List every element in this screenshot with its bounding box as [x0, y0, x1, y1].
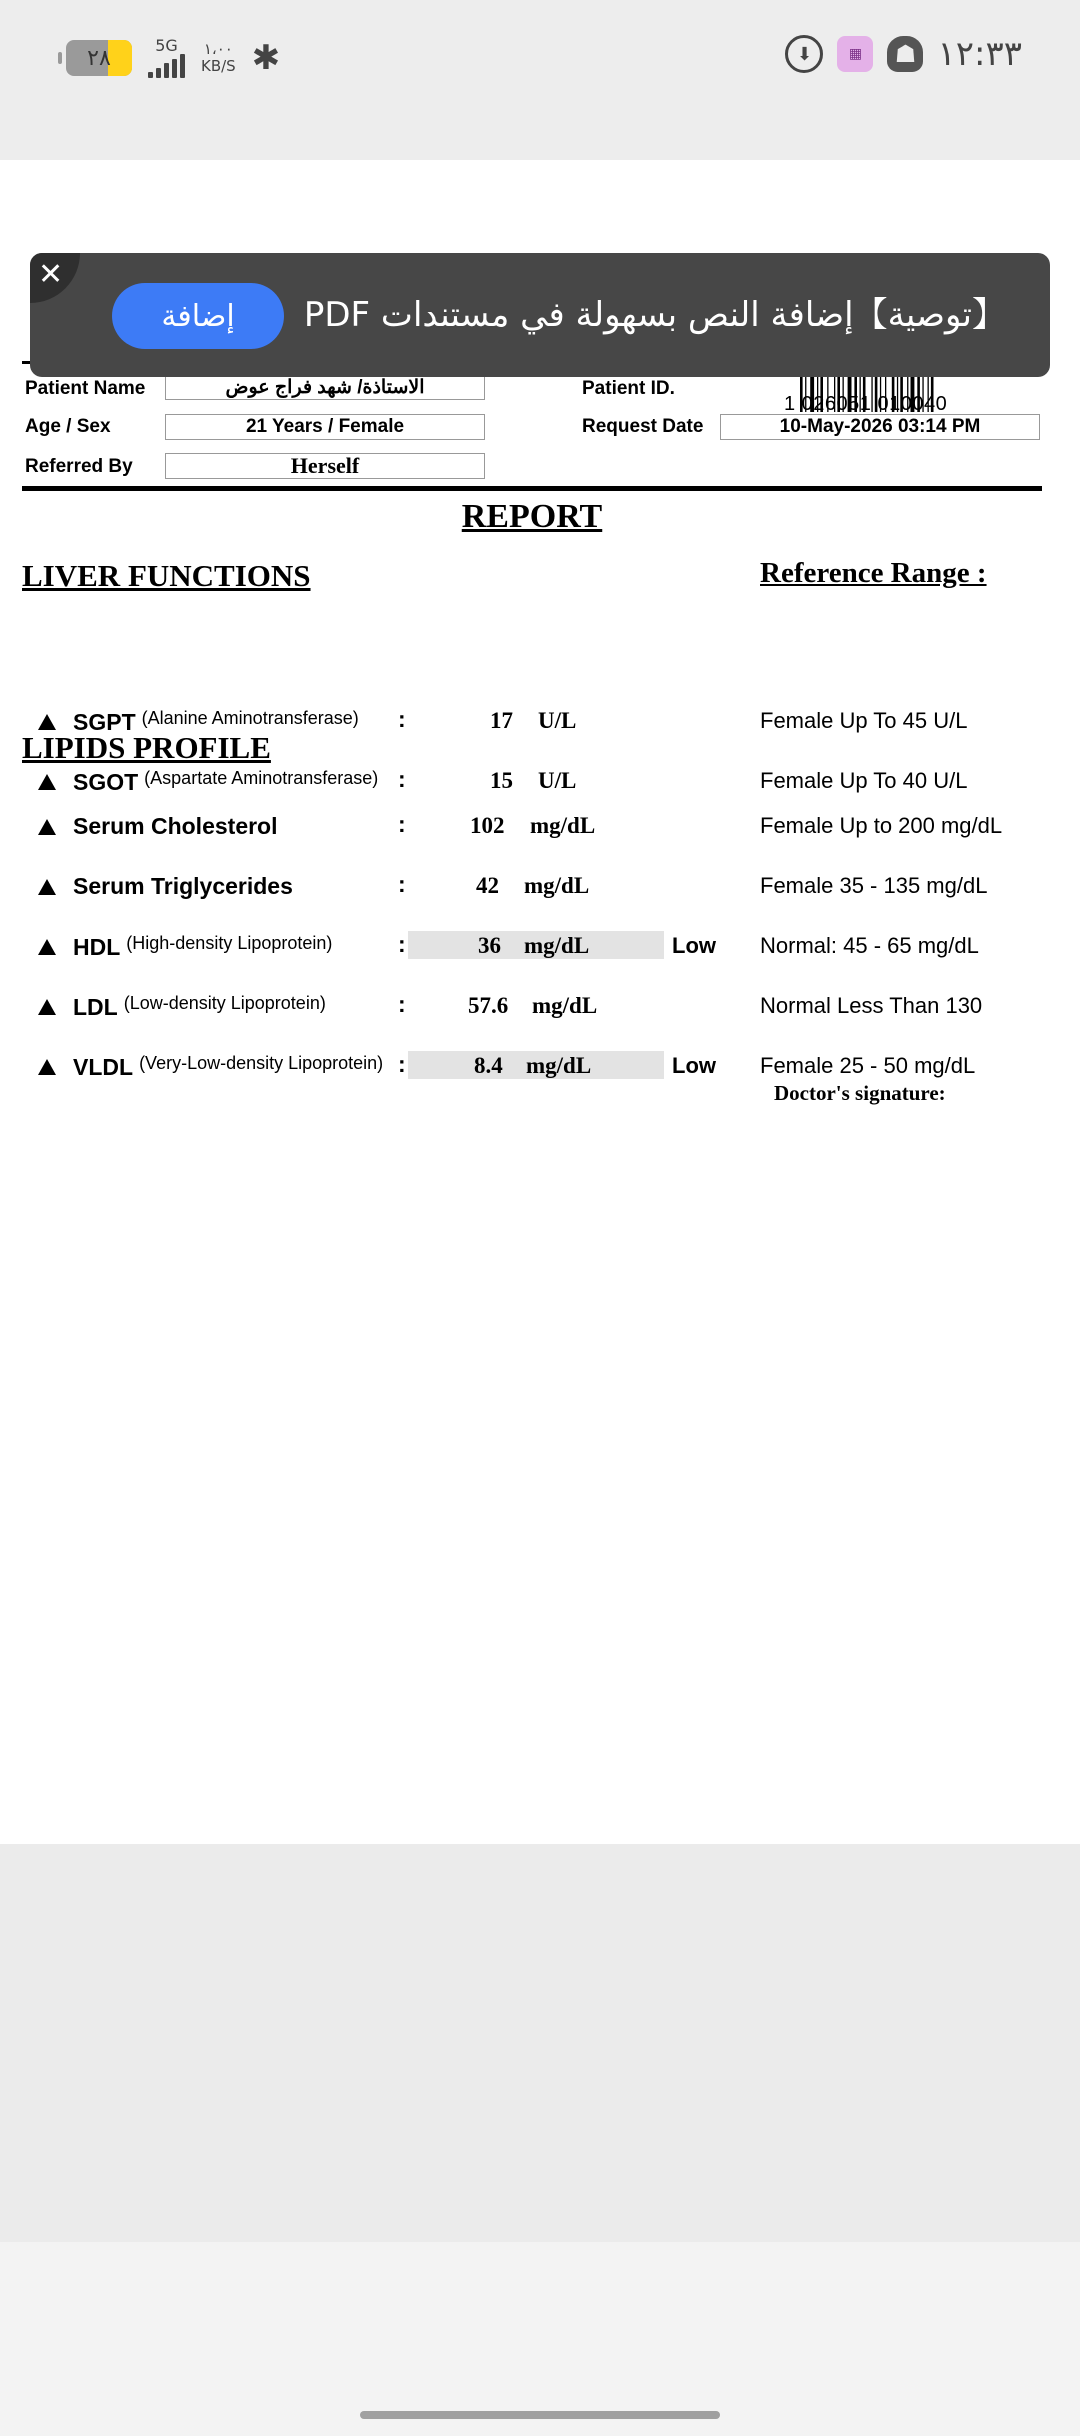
test-name [73, 1053, 383, 1081]
report-title: REPORT [461, 498, 603, 535]
referred-by-field: Herself [165, 453, 485, 479]
test-row [0, 991, 1080, 1031]
battery-fill [108, 40, 132, 76]
test-flag: Low [672, 1053, 716, 1078]
status-bar [0, 0, 1080, 160]
viewer-background [0, 1844, 1080, 2242]
speed-value: ١،٠٠ [203, 40, 233, 58]
patient-name-field: الاستاذة/ شهد فراج عوض [165, 374, 485, 400]
test-value: 102 [470, 813, 505, 838]
test-row [0, 931, 1080, 971]
test-name [73, 768, 378, 796]
test-value: 17 [490, 708, 513, 733]
report-document [0, 160, 1080, 1844]
triangle-bullet-icon [38, 1059, 56, 1075]
colon-separator: : [398, 1051, 406, 1077]
test-detail: (Alanine Aminotransferase) [141, 708, 359, 728]
status-right [785, 34, 1022, 74]
test-detail: (Very-Low-density Lipoprotein) [139, 1053, 384, 1073]
age-sex-label: Age / Sex [25, 416, 111, 437]
network-speed [201, 41, 236, 75]
reference-range: Female Up To 40 U/L [760, 768, 968, 793]
triangle-bullet-icon [38, 999, 56, 1015]
reference-range: Female Up To 45 U/L [760, 708, 968, 733]
triangle-bullet-icon [38, 774, 56, 790]
colon-separator: : [398, 931, 406, 957]
test-name [73, 933, 332, 961]
signal-icon [148, 54, 185, 78]
barcode-number: 1 026051 010040 [784, 393, 948, 415]
test-unit: U/L [538, 768, 577, 793]
test-value: 8.4 [474, 1053, 503, 1078]
network-type: 5G [155, 36, 178, 55]
colon-separator: : [398, 991, 406, 1017]
test-name [73, 873, 293, 900]
test-name-text: Serum Cholesterol [73, 813, 278, 839]
status-left [58, 38, 280, 78]
test-value: 42 [476, 873, 499, 898]
battery-icon [66, 40, 132, 76]
test-flag: Low [672, 933, 716, 958]
snapchat-ghost-icon: ☗ [887, 36, 923, 72]
banner-text: 【توصية】إضافة النص بسهولة في مستندات PDF [303, 295, 1006, 335]
triangle-bullet-icon [38, 714, 56, 730]
patient-name-label: Patient Name [25, 378, 146, 399]
test-name-text: LDL [73, 994, 118, 1020]
reference-range-header: Reference Range : [760, 557, 987, 589]
bottom-area [0, 2242, 1080, 2436]
status-time: ١٢:٣٣ [937, 34, 1022, 74]
section-title: LIVER FUNCTIONS [22, 558, 311, 593]
test-row [0, 811, 1080, 851]
network-indicator [148, 38, 185, 78]
test-detail: (Low-density Lipoprotein) [123, 993, 326, 1013]
test-unit: mg/dL [526, 1053, 592, 1078]
test-name [73, 813, 278, 840]
download-icon: ⬇ [785, 35, 823, 73]
test-unit: mg/dL [524, 873, 590, 898]
test-unit: mg/dL [530, 813, 596, 838]
triangle-bullet-icon [38, 819, 56, 835]
test-name [73, 993, 326, 1021]
test-value: 57.6 [468, 993, 509, 1018]
bluetooth-icon: ✱ [251, 38, 281, 78]
colon-separator: : [398, 706, 406, 732]
colon-separator: : [398, 871, 406, 897]
age-sex-field: 21 Years / Female [165, 414, 485, 440]
triangle-bullet-icon [38, 879, 56, 895]
speed-unit: KB/S [201, 57, 236, 75]
colon-separator: : [398, 766, 406, 792]
reference-range: Female 25 - 50 mg/dL [760, 1053, 976, 1078]
test-unit: mg/dL [532, 993, 598, 1018]
test-value: 36 [478, 933, 501, 958]
close-banner-button[interactable] [30, 253, 80, 303]
battery-tip [58, 52, 62, 64]
battery-text: ٢٨ [87, 45, 111, 71]
test-unit: mg/dL [524, 933, 590, 958]
request-date-field: 10-May-2026 03:14 PM [720, 414, 1040, 440]
triangle-bullet-icon [38, 939, 56, 955]
home-indicator[interactable] [360, 2411, 720, 2419]
test-name-text: SGPT [73, 709, 136, 735]
test-detail: (High-density Lipoprotein) [126, 933, 333, 953]
doctor-signature-label: Doctor's signature: [774, 1081, 946, 1105]
referred-by-label: Referred By [25, 456, 133, 477]
pdf-page[interactable] [0, 160, 1080, 1844]
test-unit: U/L [538, 708, 577, 733]
request-date-label: Request Date [582, 416, 704, 437]
test-name-text: HDL [73, 934, 121, 960]
test-name-text: Serum Triglycerides [73, 873, 293, 899]
test-name-text: VLDL [73, 1054, 134, 1080]
test-row [0, 871, 1080, 911]
test-value: 15 [490, 768, 513, 793]
section-title: LIPIDS PROFILE [22, 730, 271, 765]
app-icon: ▦ [837, 36, 873, 72]
reference-range: Normal Less Than 130 [760, 993, 983, 1018]
test-row [0, 766, 1080, 806]
reference-range: Normal: 45 - 65 mg/dL [760, 933, 979, 958]
reference-range: Female 35 - 135 mg/dL [760, 873, 988, 898]
test-detail: (Aspartate Aminotransferase) [144, 768, 379, 788]
test-name-text: SGOT [73, 769, 139, 795]
patient-id-label: Patient ID. [582, 378, 675, 399]
header-separator [22, 486, 1042, 491]
add-button[interactable]: إضافة [112, 283, 284, 349]
reference-range: Female Up to 200 mg/dL [760, 813, 1003, 838]
close-icon: ✕ [38, 257, 64, 292]
promo-banner [30, 253, 1050, 377]
colon-separator: : [398, 811, 406, 837]
